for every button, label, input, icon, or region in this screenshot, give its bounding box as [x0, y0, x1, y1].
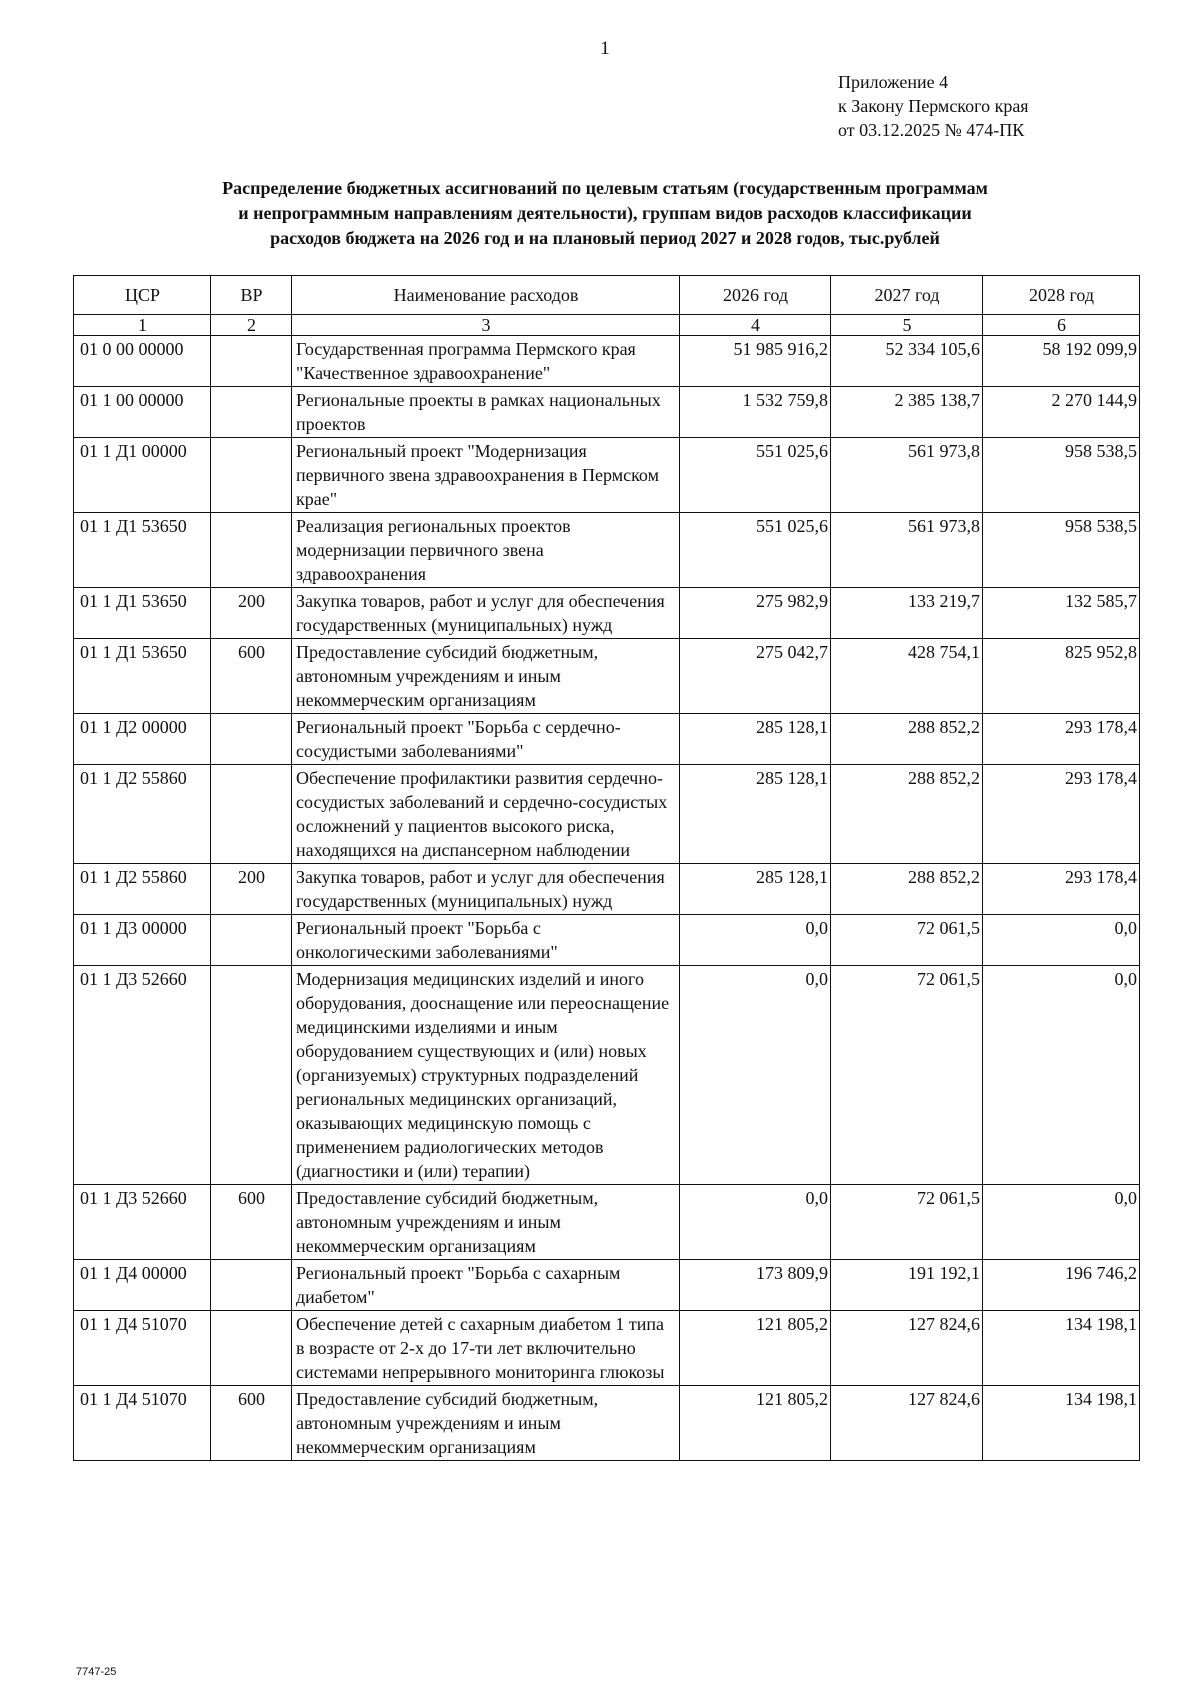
cell-amount-2026: 285 128,1: [680, 864, 831, 915]
cell-name: Региональный проект "Модернизация первичного звена здравоохранения в Пермском крае": [292, 438, 680, 513]
cell-amount-2026: 0,0: [680, 966, 831, 1185]
cell-amount-2026: 121 805,2: [680, 1311, 831, 1386]
cell-amount-2028: 293 178,4: [983, 864, 1140, 915]
cell-csr: 01 1 Д2 55860: [74, 864, 211, 915]
cell-amount-2026: 551 025,6: [680, 513, 831, 588]
cell-name: Региональные проекты в рамках национальных проектов: [292, 387, 680, 438]
cell-csr: 01 1 Д1 53650: [74, 513, 211, 588]
cell-csr: 01 1 00 00000: [74, 387, 211, 438]
cell-amount-2028: 2 270 144,9: [983, 387, 1140, 438]
cell-vr: [211, 336, 292, 387]
cell-csr: 01 1 Д3 00000: [74, 915, 211, 966]
cell-amount-2027: 127 824,6: [831, 1311, 983, 1386]
column-header-2027: 2027 год: [831, 276, 983, 315]
table-row: [74, 639, 1140, 714]
cell-name: Обеспечение профилактики развития сердечно-сосудистых заболеваний и сердечно-сосудистых осложнений у пациентов высокого риска, находящихся на диспансерном наблюдении: [292, 765, 680, 864]
cell-amount-2026: 121 805,2: [680, 1386, 831, 1461]
cell-vr: 200: [211, 864, 292, 915]
title-line: и непрограммным направлениям деятельности), группам видов расходов классификации: [238, 203, 972, 223]
column-header-csr: ЦСР: [74, 276, 211, 315]
cell-vr: [211, 387, 292, 438]
cell-amount-2027: 2 385 138,7: [831, 387, 983, 438]
column-header-name: Наименование расходов: [292, 276, 680, 315]
cell-name: Предоставление субсидий бюджетным, автономным учреждениям и иным некоммерческим организациям: [292, 1185, 680, 1260]
table-row: [74, 588, 1140, 639]
cell-amount-2027: 72 061,5: [831, 1185, 983, 1260]
cell-vr: [211, 765, 292, 864]
cell-name: Предоставление субсидий бюджетным, автономным учреждениям и иным некоммерческим организациям: [292, 1386, 680, 1461]
table-body: [74, 336, 1140, 1461]
cell-name: Модернизация медицинских изделий и иного оборудования, дооснащение или переоснащение медицинскими изделиями и иным оборудованием существующих и (или) новых (организуемых) структурных подразделений региональных медицинских организаций, оказывающих медицинскую помощь с применением радиологических методов (диагностики и (или) терапии): [292, 966, 680, 1185]
cell-vr: [211, 1311, 292, 1386]
table-row: [74, 864, 1140, 915]
cell-amount-2026: 1 532 759,8: [680, 387, 831, 438]
table-row: [74, 387, 1140, 438]
table-row: [74, 714, 1140, 765]
table-row: [74, 438, 1140, 513]
title-line: расходов бюджета на 2026 год и на плановый период 2027 и 2028 годов, тыс.рублей: [270, 228, 940, 248]
cell-vr: [211, 714, 292, 765]
cell-vr: [211, 966, 292, 1185]
table-header-row: [74, 276, 1140, 315]
cell-amount-2028: 132 585,7: [983, 588, 1140, 639]
table-row: [74, 1386, 1140, 1461]
column-number: 2: [211, 315, 292, 336]
document-code: 7747-25: [76, 1666, 117, 1678]
cell-csr: 01 1 Д2 00000: [74, 714, 211, 765]
page-number: 1: [600, 38, 610, 59]
cell-amount-2027: 288 852,2: [831, 864, 983, 915]
column-number: 3: [292, 315, 680, 336]
cell-vr: 600: [211, 1386, 292, 1461]
column-header-2028: 2028 год: [983, 276, 1140, 315]
table-row: [74, 966, 1140, 1185]
title-line: Распределение бюджетных ассигнований по целевым статьям (государственным программам: [222, 178, 988, 198]
cell-amount-2028: 134 198,1: [983, 1311, 1140, 1386]
cell-amount-2027: 72 061,5: [831, 966, 983, 1185]
column-number: 5: [831, 315, 983, 336]
cell-amount-2027: 288 852,2: [831, 765, 983, 864]
cell-amount-2026: 0,0: [680, 1185, 831, 1260]
cell-name: Региональный проект "Борьба с сахарным диабетом": [292, 1260, 680, 1311]
cell-amount-2026: 51 985 916,2: [680, 336, 831, 387]
cell-name: Реализация региональных проектов модернизации первичного звена здравоохранения: [292, 513, 680, 588]
cell-amount-2027: 133 219,7: [831, 588, 983, 639]
column-number: 4: [680, 315, 831, 336]
table-row: [74, 765, 1140, 864]
document-title: [150, 176, 1060, 251]
table-row: [74, 1260, 1140, 1311]
cell-amount-2026: 0,0: [680, 915, 831, 966]
cell-name: Обеспечение детей с сахарным диабетом 1 типа в возрасте от 2-х до 17-ти лет включительно системами непрерывного мониторинга глюкозы: [292, 1311, 680, 1386]
cell-vr: [211, 1260, 292, 1311]
appendix-reference: [838, 70, 1029, 142]
cell-csr: 01 1 Д3 52660: [74, 1185, 211, 1260]
cell-vr: 600: [211, 639, 292, 714]
cell-amount-2026: 551 025,6: [680, 438, 831, 513]
appendix-line: Приложение 4: [838, 72, 949, 92]
cell-amount-2028: 825 952,8: [983, 639, 1140, 714]
column-number: 1: [74, 315, 211, 336]
cell-amount-2028: 196 746,2: [983, 1260, 1140, 1311]
cell-amount-2027: 72 061,5: [831, 915, 983, 966]
cell-csr: 01 1 Д1 53650: [74, 639, 211, 714]
cell-name: Региональный проект "Борьба с сердечно-сосудистыми заболеваниями": [292, 714, 680, 765]
appendix-line: от 03.12.2025 № 474-ПК: [838, 120, 1025, 140]
cell-csr: 01 0 00 00000: [74, 336, 211, 387]
cell-amount-2027: 561 973,8: [831, 513, 983, 588]
column-header-2026: 2026 год: [680, 276, 831, 315]
cell-amount-2027: 52 334 105,6: [831, 336, 983, 387]
cell-amount-2028: 58 192 099,9: [983, 336, 1140, 387]
column-header-vr: ВР: [211, 276, 292, 315]
cell-vr: 200: [211, 588, 292, 639]
cell-amount-2027: 561 973,8: [831, 438, 983, 513]
cell-amount-2028: 134 198,1: [983, 1386, 1140, 1461]
cell-vr: [211, 438, 292, 513]
cell-csr: 01 1 Д4 00000: [74, 1260, 211, 1311]
appendix-line: к Закону Пермского края: [838, 96, 1029, 116]
cell-amount-2026: 285 128,1: [680, 765, 831, 864]
cell-csr: 01 1 Д1 00000: [74, 438, 211, 513]
cell-amount-2028: 0,0: [983, 1185, 1140, 1260]
table-row: [74, 336, 1140, 387]
cell-amount-2028: 958 538,5: [983, 513, 1140, 588]
cell-amount-2028: 958 538,5: [983, 438, 1140, 513]
cell-amount-2027: 191 192,1: [831, 1260, 983, 1311]
cell-vr: [211, 915, 292, 966]
cell-name: Закупка товаров, работ и услуг для обеспечения государственных (муниципальных) нужд: [292, 864, 680, 915]
cell-csr: 01 1 Д3 52660: [74, 966, 211, 1185]
cell-amount-2028: 0,0: [983, 915, 1140, 966]
cell-amount-2026: 173 809,9: [680, 1260, 831, 1311]
cell-name: Региональный проект "Борьба с онкологическими заболеваниями": [292, 915, 680, 966]
cell-name: Закупка товаров, работ и услуг для обеспечения государственных (муниципальных) нужд: [292, 588, 680, 639]
cell-amount-2027: 288 852,2: [831, 714, 983, 765]
budget-table: [73, 275, 1140, 1461]
cell-amount-2026: 285 128,1: [680, 714, 831, 765]
cell-amount-2027: 127 824,6: [831, 1386, 983, 1461]
cell-csr: 01 1 Д1 53650: [74, 588, 211, 639]
cell-vr: [211, 513, 292, 588]
cell-amount-2028: 0,0: [983, 966, 1140, 1185]
table-row: [74, 1311, 1140, 1386]
table-row: [74, 513, 1140, 588]
cell-csr: 01 1 Д2 55860: [74, 765, 211, 864]
cell-amount-2028: 293 178,4: [983, 765, 1140, 864]
cell-amount-2028: 293 178,4: [983, 714, 1140, 765]
cell-csr: 01 1 Д4 51070: [74, 1386, 211, 1461]
cell-vr: 600: [211, 1185, 292, 1260]
column-number: 6: [983, 315, 1140, 336]
cell-amount-2026: 275 982,9: [680, 588, 831, 639]
cell-amount-2026: 275 042,7: [680, 639, 831, 714]
column-number-row: [74, 315, 1140, 336]
cell-amount-2027: 428 754,1: [831, 639, 983, 714]
cell-name: Государственная программа Пермского края "Качественное здравоохранение": [292, 336, 680, 387]
cell-csr: 01 1 Д4 51070: [74, 1311, 211, 1386]
cell-name: Предоставление субсидий бюджетным, автономным учреждениям и иным некоммерческим организациям: [292, 639, 680, 714]
table-row: [74, 915, 1140, 966]
table-row: [74, 1185, 1140, 1260]
